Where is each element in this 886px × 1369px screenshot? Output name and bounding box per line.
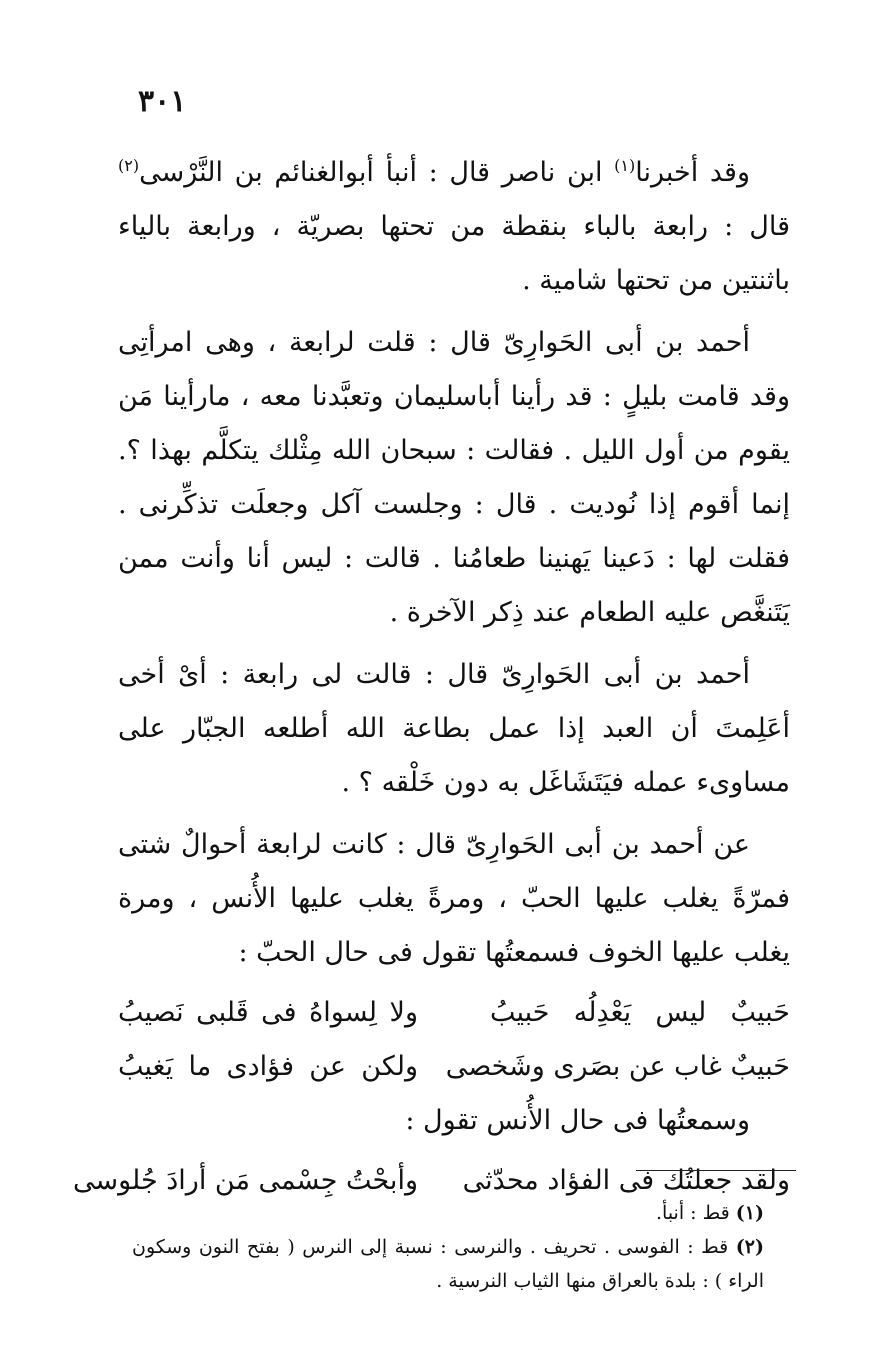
- footnote-1-number: (١): [735, 1202, 764, 1224]
- poem-love: [118, 986, 790, 1094]
- poem-intro: وسمعتُها فى حال الأُنس تقول :: [405, 1105, 750, 1136]
- verse-2-first-hemistich: حَبيبٌ غاب عن بصَرى وشَخصى: [445, 1051, 790, 1082]
- paragraph-2: أحمد بن أبى الحَوارِىّ قال : قلت لرابعة ، وهى امرأتِى وقد قامت بليلٍ : قد رأينا أباسليمان وتعبَّدنا معه ، مارأينا مَن يقوم من أول الليل . فقالت : سبحان الله مِثْلك يتكلَّم بهذا ؟. إنما أقوم إذا نُوديت . قال : وجلست آكل وجعلَت تذكِّرنى . فقلت لها : دَعينا يَهنينا طعامُنا . قالت : ليس أنا وأنت ممن يَتَنغَّص عليه الطعام عند ذِكر الآخرة .: [118, 327, 790, 628]
- verse-3-second-hemistich: وأبحْتُ جِسْمى مَن أرادَ جُلوسى: [72, 1165, 418, 1196]
- footnote-marker-1: (١): [614, 156, 636, 175]
- verse-1: [118, 986, 790, 1040]
- paragraph-1: [118, 146, 790, 308]
- footnote-divider: [636, 1170, 796, 1171]
- main-text: [72, 146, 790, 1208]
- footnote-1: [132, 1196, 794, 1230]
- footnote-2-text: قط : الفوسى . تحريف . والنرسى : نسبة إلى النرس ( بفتح النون وسكون الراء ) : بلدة بالعراق منها الثياب النرسية .: [132, 1236, 764, 1292]
- verse-1-second-hemistich: ولا لِسواهُ فى قَلبى نَصيبُ: [118, 997, 418, 1028]
- paragraph-1-rest: قال : رابعة بالباء بنقطة من تحتها بصريّة ، ورابعة بالياء باثنتين من تحتها شامية .: [118, 211, 790, 296]
- verse-2: [118, 1040, 790, 1094]
- paragraph-1-start: وقد أخبرنا: [635, 157, 750, 188]
- page-number: ٣٠١: [138, 84, 187, 119]
- verse-1-first-hemistich: حَبيبٌ ليس يَعْدِلُه حَبيبُ: [490, 997, 790, 1028]
- paragraph-1-middle: ابن ناصر قال : أنبأ أبوالغنائم بن النَّرْسى: [139, 157, 615, 188]
- footnotes: [132, 1196, 794, 1298]
- footnote-2: [132, 1230, 794, 1298]
- verse-3-first-hemistich: ولقد جعلتُك فى الفؤاد محدّثى: [462, 1165, 790, 1196]
- paragraph-3: أحمد بن أبى الحَوارِىّ قال : قالت لى رابعة : أىْ أخى أعَلِمتَ أن العبد إذا عمل بطاعة الله أطلعه الجبّار على مساوىء عمله فيَتَشَاغَل به دون خَلْقه ؟ .: [118, 659, 790, 798]
- footnote-marker-2: (٢): [118, 156, 140, 175]
- paragraph-4: عن أحمد بن أبى الحَوارِىّ قال : كانت لرابعة أحوالٌ شتى فمرّةً يغلب عليها الحبّ ، ومرةً يغلب عليها الأُنس ، ومرة يغلب عليها الخوف فسمعتُها تقول فى حال الحبّ :: [118, 829, 790, 968]
- footnote-1-text: قط : أنبأ.: [656, 1202, 736, 1224]
- footnote-2-number: (٢): [735, 1236, 764, 1258]
- verse-2-second-hemistich: ولكن عن فؤادى ما يَغيبُ: [118, 1051, 418, 1082]
